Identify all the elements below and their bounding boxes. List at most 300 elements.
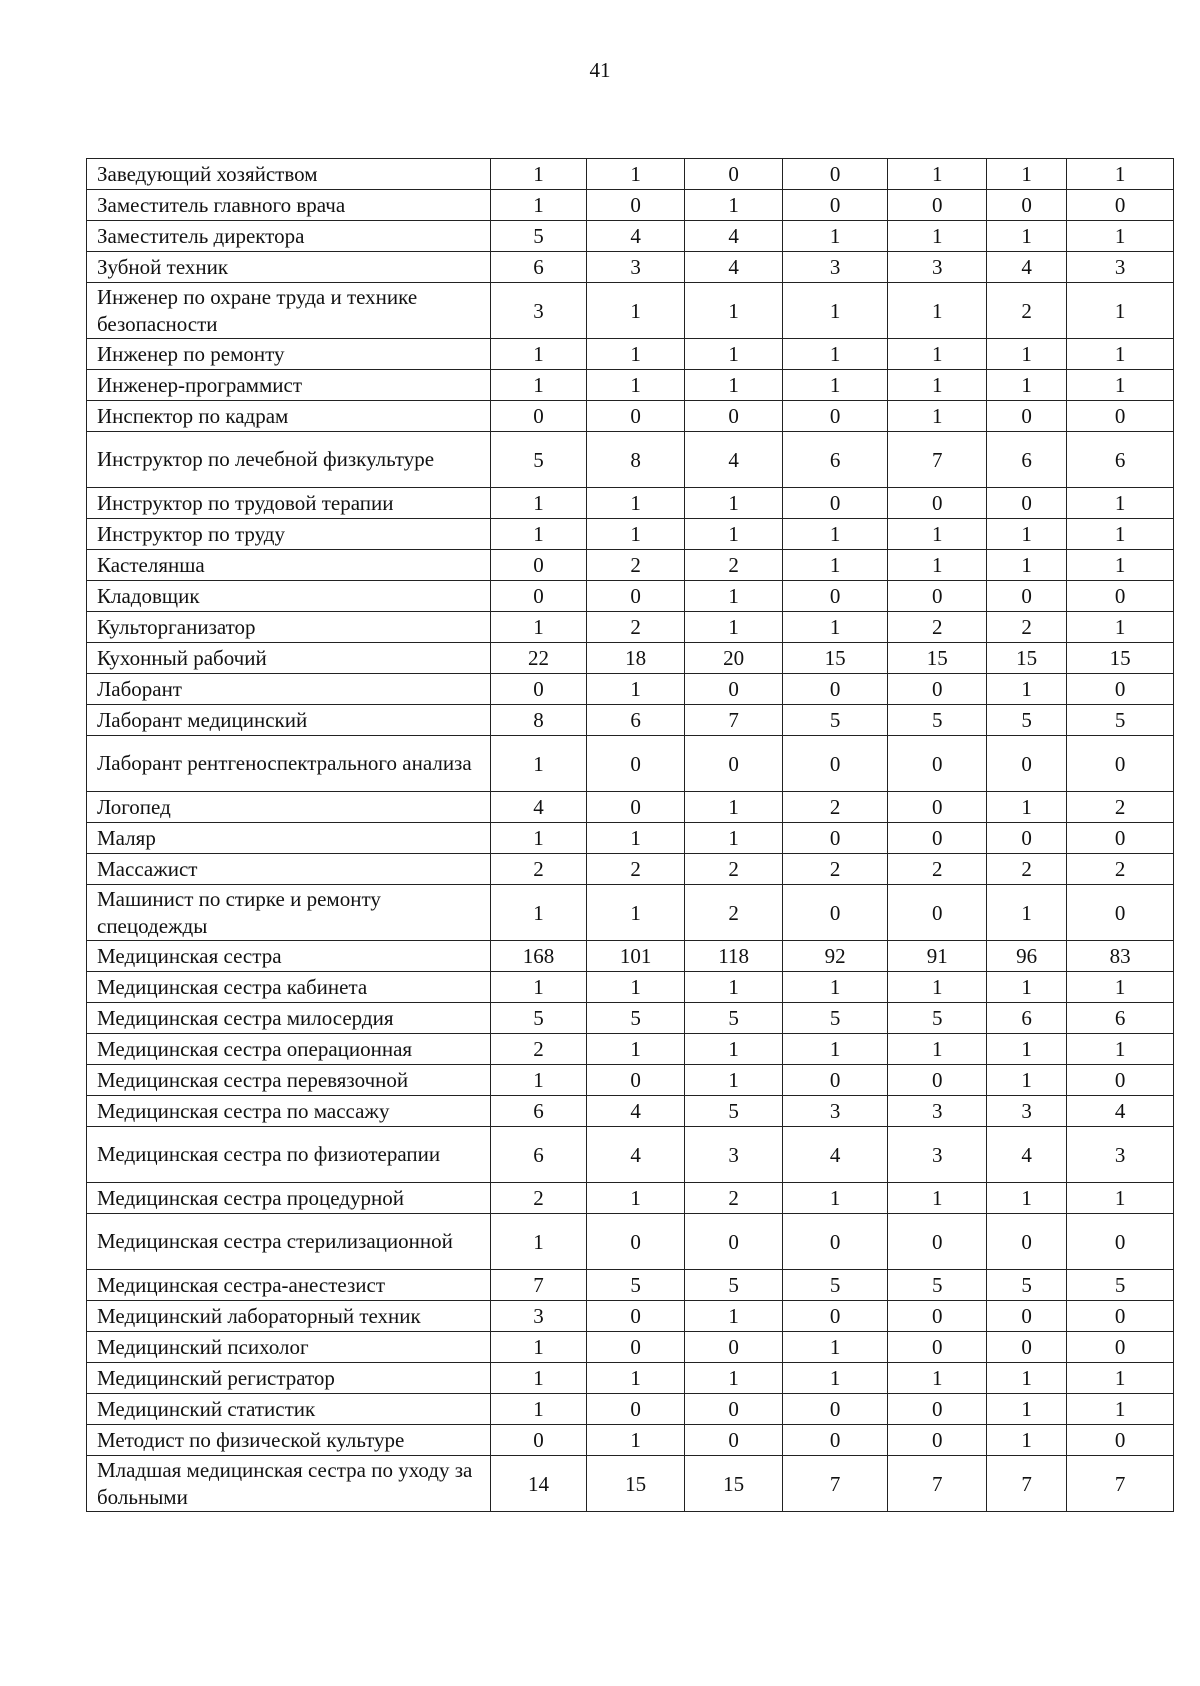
value-cell: 2 [586,854,685,885]
table-row [87,792,1174,823]
value-cell: 0 [987,488,1067,519]
value-cell: 2 [586,612,685,643]
value-cell: 0 [685,1425,783,1456]
table-row [87,612,1174,643]
value-cell: 6 [1067,1003,1174,1034]
value-cell: 2 [491,854,586,885]
position-name-cell: Медицинский статистик [87,1394,491,1425]
value-cell: 1 [782,339,888,370]
value-cell: 92 [782,941,888,972]
table-row [87,1425,1174,1456]
value-cell: 7 [491,1270,586,1301]
value-cell: 0 [888,1332,987,1363]
value-cell: 2 [685,854,783,885]
value-cell: 2 [1067,792,1174,823]
value-cell: 1 [1067,159,1174,190]
value-cell: 0 [888,1065,987,1096]
table-row [87,643,1174,674]
value-cell: 0 [782,581,888,612]
value-cell: 83 [1067,941,1174,972]
value-cell: 4 [685,221,783,252]
value-cell: 0 [1067,581,1174,612]
value-cell: 1 [888,550,987,581]
value-cell: 1 [782,221,888,252]
value-cell: 0 [987,190,1067,221]
value-cell: 5 [987,705,1067,736]
table-row [87,339,1174,370]
value-cell: 2 [987,612,1067,643]
table-row [87,370,1174,401]
table-row [87,1301,1174,1332]
value-cell: 0 [782,885,888,941]
table-row [87,283,1174,339]
position-name-cell: Медицинская сестра милосердия [87,1003,491,1034]
position-name-cell: Медицинская сестра по массажу [87,1096,491,1127]
position-name-cell: Заведующий хозяйством [87,159,491,190]
value-cell: 1 [491,190,586,221]
value-cell: 1 [987,1065,1067,1096]
position-name-cell: Инженер по охране труда и технике безопасности [87,283,491,339]
value-cell: 1 [491,972,586,1003]
value-cell: 1 [782,519,888,550]
value-cell: 101 [586,941,685,972]
table-row [87,1332,1174,1363]
value-cell: 0 [1067,1214,1174,1270]
value-cell: 22 [491,643,586,674]
value-cell: 3 [586,252,685,283]
position-name-cell: Медицинская сестра стерилизационной [87,1214,491,1270]
value-cell: 0 [685,401,783,432]
table-row [87,674,1174,705]
value-cell: 0 [888,823,987,854]
value-cell: 1 [888,159,987,190]
value-cell: 4 [1067,1096,1174,1127]
value-cell: 1 [888,370,987,401]
table-row [87,252,1174,283]
value-cell: 8 [586,432,685,488]
table-row [87,705,1174,736]
value-cell: 3 [987,1096,1067,1127]
value-cell: 5 [491,1003,586,1034]
value-cell: 1 [586,283,685,339]
value-cell: 0 [586,1065,685,1096]
value-cell: 2 [987,854,1067,885]
value-cell: 1 [491,1214,586,1270]
value-cell: 0 [888,488,987,519]
position-name-cell: Зубной техник [87,252,491,283]
value-cell: 2 [987,283,1067,339]
value-cell: 2 [685,885,783,941]
value-cell: 0 [888,1425,987,1456]
value-cell: 5 [782,1270,888,1301]
value-cell: 3 [491,1301,586,1332]
value-cell: 1 [586,488,685,519]
value-cell: 0 [491,550,586,581]
value-cell: 1 [987,885,1067,941]
value-cell: 0 [782,674,888,705]
table-row [87,1034,1174,1065]
value-cell: 0 [685,1214,783,1270]
table-row [87,159,1174,190]
position-name-cell: Лаборант рентгеноспектрального анализа [87,736,491,792]
table-row [87,941,1174,972]
position-name-cell: Культорганизатор [87,612,491,643]
position-name-cell: Кухонный рабочий [87,643,491,674]
value-cell: 0 [888,581,987,612]
value-cell: 6 [987,432,1067,488]
value-cell: 1 [491,612,586,643]
value-cell: 2 [1067,854,1174,885]
value-cell: 1 [987,339,1067,370]
value-cell: 0 [586,1394,685,1425]
value-cell: 2 [782,792,888,823]
value-cell: 2 [888,612,987,643]
value-cell: 6 [491,252,586,283]
value-cell: 1 [1067,1363,1174,1394]
value-cell: 1 [987,1034,1067,1065]
value-cell: 1 [491,736,586,792]
value-cell: 1 [491,519,586,550]
position-name-cell: Медицинская сестра процедурной [87,1183,491,1214]
value-cell: 0 [1067,885,1174,941]
value-cell: 0 [782,1214,888,1270]
value-cell: 118 [685,941,783,972]
value-cell: 15 [888,643,987,674]
value-cell: 0 [987,401,1067,432]
value-cell: 1 [987,1394,1067,1425]
value-cell: 1 [685,823,783,854]
table-row [87,1394,1174,1425]
value-cell: 1 [1067,612,1174,643]
value-cell: 5 [1067,705,1174,736]
value-cell: 1 [685,519,783,550]
value-cell: 1 [782,1332,888,1363]
position-name-cell: Лаборант медицинский [87,705,491,736]
value-cell: 1 [491,339,586,370]
value-cell: 1 [888,1363,987,1394]
table-row [87,1183,1174,1214]
value-cell: 15 [782,643,888,674]
position-name-cell: Младшая медицинская сестра по уходу за больными [87,1456,491,1512]
value-cell: 168 [491,941,586,972]
value-cell: 1 [987,1363,1067,1394]
value-cell: 2 [491,1183,586,1214]
value-cell: 0 [782,1301,888,1332]
value-cell: 1 [685,972,783,1003]
value-cell: 0 [491,581,586,612]
value-cell: 18 [586,643,685,674]
value-cell: 1 [685,581,783,612]
value-cell: 0 [491,401,586,432]
value-cell: 0 [782,159,888,190]
value-cell: 1 [586,159,685,190]
table-row [87,221,1174,252]
value-cell: 1 [987,674,1067,705]
value-cell: 0 [987,581,1067,612]
value-cell: 0 [586,1332,685,1363]
value-cell: 1 [685,1301,783,1332]
value-cell: 0 [1067,1332,1174,1363]
position-name-cell: Инженер-программист [87,370,491,401]
position-name-cell: Кастелянша [87,550,491,581]
value-cell: 4 [685,432,783,488]
position-name-cell: Медицинский психолог [87,1332,491,1363]
value-cell: 1 [1067,488,1174,519]
value-cell: 6 [1067,432,1174,488]
value-cell: 1 [1067,1394,1174,1425]
table-row [87,432,1174,488]
value-cell: 1 [586,1363,685,1394]
table-row [87,1003,1174,1034]
value-cell: 0 [782,190,888,221]
value-cell: 15 [586,1456,685,1512]
value-cell: 15 [987,643,1067,674]
value-cell: 1 [586,823,685,854]
position-name-cell: Медицинский лабораторный техник [87,1301,491,1332]
position-name-cell: Заместитель директора [87,221,491,252]
value-cell: 1 [685,1363,783,1394]
table-row [87,854,1174,885]
value-cell: 0 [586,581,685,612]
value-cell: 1 [782,972,888,1003]
value-cell: 0 [782,1425,888,1456]
value-cell: 1 [1067,221,1174,252]
value-cell: 0 [888,736,987,792]
value-cell: 3 [888,1096,987,1127]
value-cell: 5 [685,1270,783,1301]
value-cell: 1 [685,488,783,519]
value-cell: 1 [491,370,586,401]
value-cell: 5 [685,1096,783,1127]
value-cell: 3 [685,1127,783,1183]
value-cell: 0 [782,736,888,792]
value-cell: 0 [685,736,783,792]
value-cell: 15 [685,1456,783,1512]
value-cell: 0 [987,1301,1067,1332]
position-name-cell: Кладовщик [87,581,491,612]
value-cell: 1 [586,885,685,941]
value-cell: 0 [1067,1425,1174,1456]
value-cell: 3 [1067,252,1174,283]
table-row [87,1456,1174,1512]
value-cell: 0 [1067,401,1174,432]
value-cell: 7 [782,1456,888,1512]
value-cell: 0 [586,1301,685,1332]
value-cell: 14 [491,1456,586,1512]
value-cell: 0 [491,1425,586,1456]
value-cell: 3 [1067,1127,1174,1183]
value-cell: 3 [782,252,888,283]
value-cell: 1 [586,339,685,370]
value-cell: 5 [586,1270,685,1301]
value-cell: 2 [685,1183,783,1214]
value-cell: 5 [888,1003,987,1034]
value-cell: 1 [685,612,783,643]
position-name-cell: Логопед [87,792,491,823]
value-cell: 5 [782,705,888,736]
value-cell: 1 [586,674,685,705]
value-cell: 1 [586,370,685,401]
value-cell: 1 [491,488,586,519]
value-cell: 0 [685,1332,783,1363]
value-cell: 1 [888,972,987,1003]
value-cell: 0 [987,736,1067,792]
value-cell: 0 [491,674,586,705]
value-cell: 15 [1067,643,1174,674]
value-cell: 1 [1067,339,1174,370]
value-cell: 6 [782,432,888,488]
value-cell: 5 [888,705,987,736]
value-cell: 0 [586,1214,685,1270]
value-cell: 1 [987,519,1067,550]
position-name-cell: Инженер по ремонту [87,339,491,370]
table-row [87,736,1174,792]
position-name-cell: Машинист по стирке и ремонту спецодежды [87,885,491,941]
value-cell: 5 [685,1003,783,1034]
value-cell: 5 [491,221,586,252]
value-cell: 0 [888,885,987,941]
value-cell: 2 [491,1034,586,1065]
position-name-cell: Маляр [87,823,491,854]
value-cell: 1 [888,1034,987,1065]
value-cell: 7 [987,1456,1067,1512]
value-cell: 1 [685,370,783,401]
value-cell: 0 [1067,823,1174,854]
value-cell: 4 [491,792,586,823]
value-cell: 0 [586,736,685,792]
value-cell: 20 [685,643,783,674]
value-cell: 1 [888,401,987,432]
value-cell: 0 [1067,674,1174,705]
value-cell: 0 [1067,1301,1174,1332]
table-row [87,519,1174,550]
value-cell: 1 [685,792,783,823]
value-cell: 3 [491,283,586,339]
value-cell: 0 [1067,1065,1174,1096]
position-name-cell: Инструктор по лечебной физкультуре [87,432,491,488]
value-cell: 1 [987,221,1067,252]
value-cell: 1 [1067,550,1174,581]
page-number: 41 [589,58,611,82]
value-cell: 3 [888,252,987,283]
value-cell: 0 [586,401,685,432]
value-cell: 0 [685,674,783,705]
table-row [87,823,1174,854]
value-cell: 7 [685,705,783,736]
value-cell: 1 [586,519,685,550]
value-cell: 1 [586,972,685,1003]
value-cell: 0 [586,190,685,221]
value-cell: 0 [888,190,987,221]
position-name-cell: Медицинская сестра по физиотерапии [87,1127,491,1183]
value-cell: 1 [987,1183,1067,1214]
value-cell: 4 [586,1127,685,1183]
value-cell: 1 [586,1183,685,1214]
value-cell: 2 [888,854,987,885]
value-cell: 5 [987,1270,1067,1301]
value-cell: 1 [782,1363,888,1394]
value-cell: 7 [888,1456,987,1512]
value-cell: 1 [782,370,888,401]
value-cell: 1 [1067,1034,1174,1065]
table-row [87,550,1174,581]
value-cell: 1 [1067,283,1174,339]
value-cell: 0 [987,1214,1067,1270]
value-cell: 1 [782,1034,888,1065]
value-cell: 3 [782,1096,888,1127]
position-name-cell: Инспектор по кадрам [87,401,491,432]
value-cell: 1 [987,370,1067,401]
value-cell: 6 [586,705,685,736]
value-cell: 5 [586,1003,685,1034]
value-cell: 0 [987,823,1067,854]
position-name-cell: Методист по физической культуре [87,1425,491,1456]
value-cell: 1 [782,612,888,643]
value-cell: 1 [491,159,586,190]
value-cell: 1 [1067,972,1174,1003]
value-cell: 1 [685,190,783,221]
value-cell: 0 [782,823,888,854]
position-name-cell: Медицинская сестра кабинета [87,972,491,1003]
value-cell: 1 [782,283,888,339]
value-cell: 1 [888,221,987,252]
value-cell: 5 [491,432,586,488]
position-name-cell: Медицинская сестра-анестезист [87,1270,491,1301]
value-cell: 1 [586,1034,685,1065]
value-cell: 5 [782,1003,888,1034]
table-row [87,1363,1174,1394]
staff-table [86,158,1174,1512]
position-name-cell: Заместитель главного врача [87,190,491,221]
value-cell: 96 [987,941,1067,972]
table-row [87,488,1174,519]
value-cell: 5 [888,1270,987,1301]
value-cell: 91 [888,941,987,972]
value-cell: 1 [685,339,783,370]
value-cell: 0 [685,159,783,190]
value-cell: 1 [491,1363,586,1394]
value-cell: 8 [491,705,586,736]
value-cell: 1 [782,1183,888,1214]
table-row [87,1065,1174,1096]
value-cell: 0 [888,1214,987,1270]
value-cell: 1 [491,1332,586,1363]
position-name-cell: Инструктор по трудовой терапии [87,488,491,519]
value-cell: 0 [782,401,888,432]
table-row [87,190,1174,221]
value-cell: 4 [987,1127,1067,1183]
value-cell: 1 [491,823,586,854]
value-cell: 1 [987,1425,1067,1456]
value-cell: 0 [888,674,987,705]
value-cell: 1 [1067,519,1174,550]
value-cell: 1 [1067,1183,1174,1214]
table-body [87,159,1174,1512]
value-cell: 0 [987,1332,1067,1363]
value-cell: 1 [491,1065,586,1096]
table-row [87,972,1174,1003]
table-row [87,1096,1174,1127]
value-cell: 0 [782,1394,888,1425]
value-cell: 1 [987,550,1067,581]
value-cell: 1 [685,1065,783,1096]
table-row [87,1127,1174,1183]
value-cell: 6 [491,1127,586,1183]
value-cell: 6 [491,1096,586,1127]
value-cell: 4 [586,221,685,252]
value-cell: 7 [1067,1456,1174,1512]
value-cell: 1 [888,283,987,339]
